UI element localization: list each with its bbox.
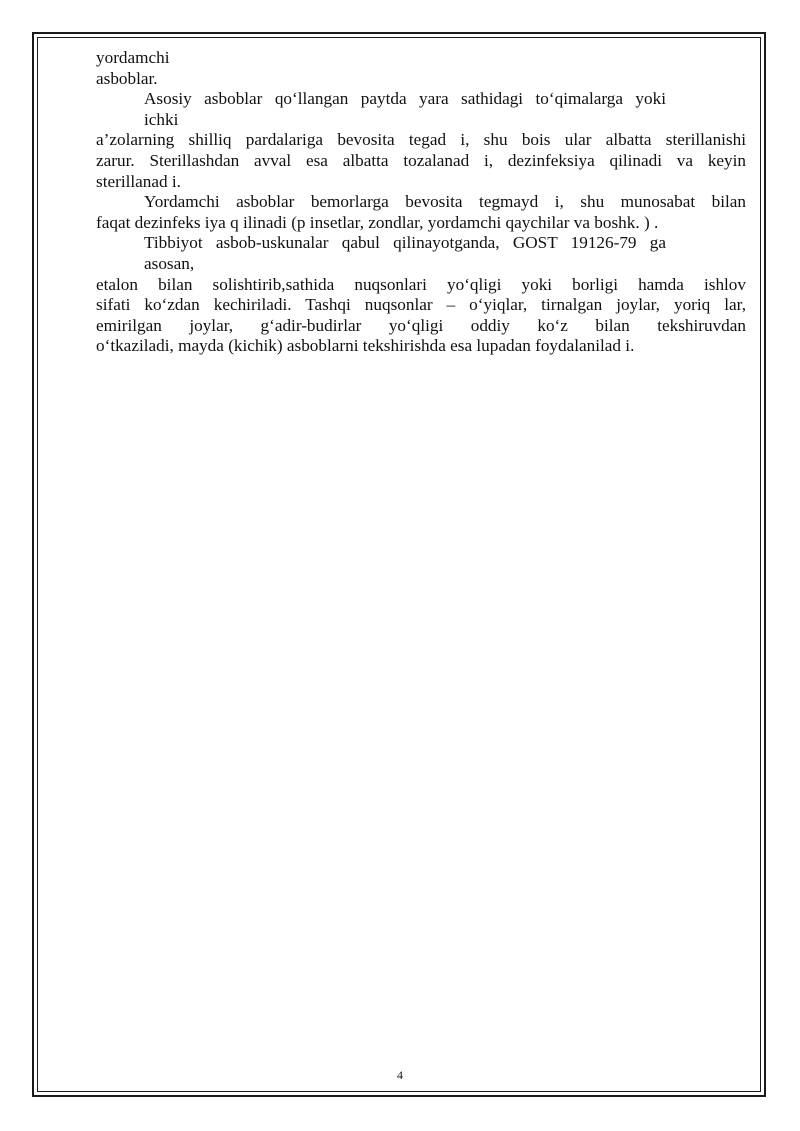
paragraph-first-line: Tibbiyot asbob-uskunalar qabul qilinayotganda, GOST 19126-79 ga	[144, 233, 666, 253]
text-line: etalon bilan solishtirib,sathida nuqsonlari yo‘qligi yoki borligi hamda ishlov	[96, 274, 746, 294]
text-line: asosan,	[144, 253, 195, 273]
text-line: faqat dezinfeks iya q ilinadi (p insetlar, zondlar, yordamchi qaychilar va boshk. ) .	[96, 212, 659, 232]
text-line: emirilgan joylar, g‘adir-budirlar yo‘qligi oddiy ko‘z bilan tekshiruvdan	[96, 315, 746, 335]
text-line: sifati ko‘zdan kechiriladi. Tashqi nuqsonlar – o‘yiqlar, tirnalgan joylar, yoriq lar,	[96, 295, 746, 315]
paragraph-first-line: Yordamchi asboblar bemorlarga bevosita tegmayd i, shu munosabat bilan	[144, 192, 746, 212]
paragraph-first-line: Asosiy asboblar qo‘llangan paytda yara sathidagi to‘qimalarga yoki	[144, 89, 666, 109]
text-line: sterillanad i.	[96, 171, 181, 191]
text-line: yordamchi	[96, 48, 170, 67]
document-body	[96, 48, 746, 357]
text-line: ichki	[144, 109, 179, 129]
text-line: o‘tkaziladi, mayda (kichik) asboblarni tekshirishda esa lupadan foydalanilad i.	[96, 336, 635, 356]
page-number: 4	[397, 1068, 403, 1082]
text-line: zarur. Sterillashdan avval esa albatta tozalanad i, dezinfeksiya qilinadi va keyin	[96, 150, 746, 170]
text-line: asboblar.	[96, 68, 158, 88]
text-line: a’zolarning shilliq pardalariga bevosita tegad i, shu bois ular albatta sterillanishi	[96, 130, 746, 150]
